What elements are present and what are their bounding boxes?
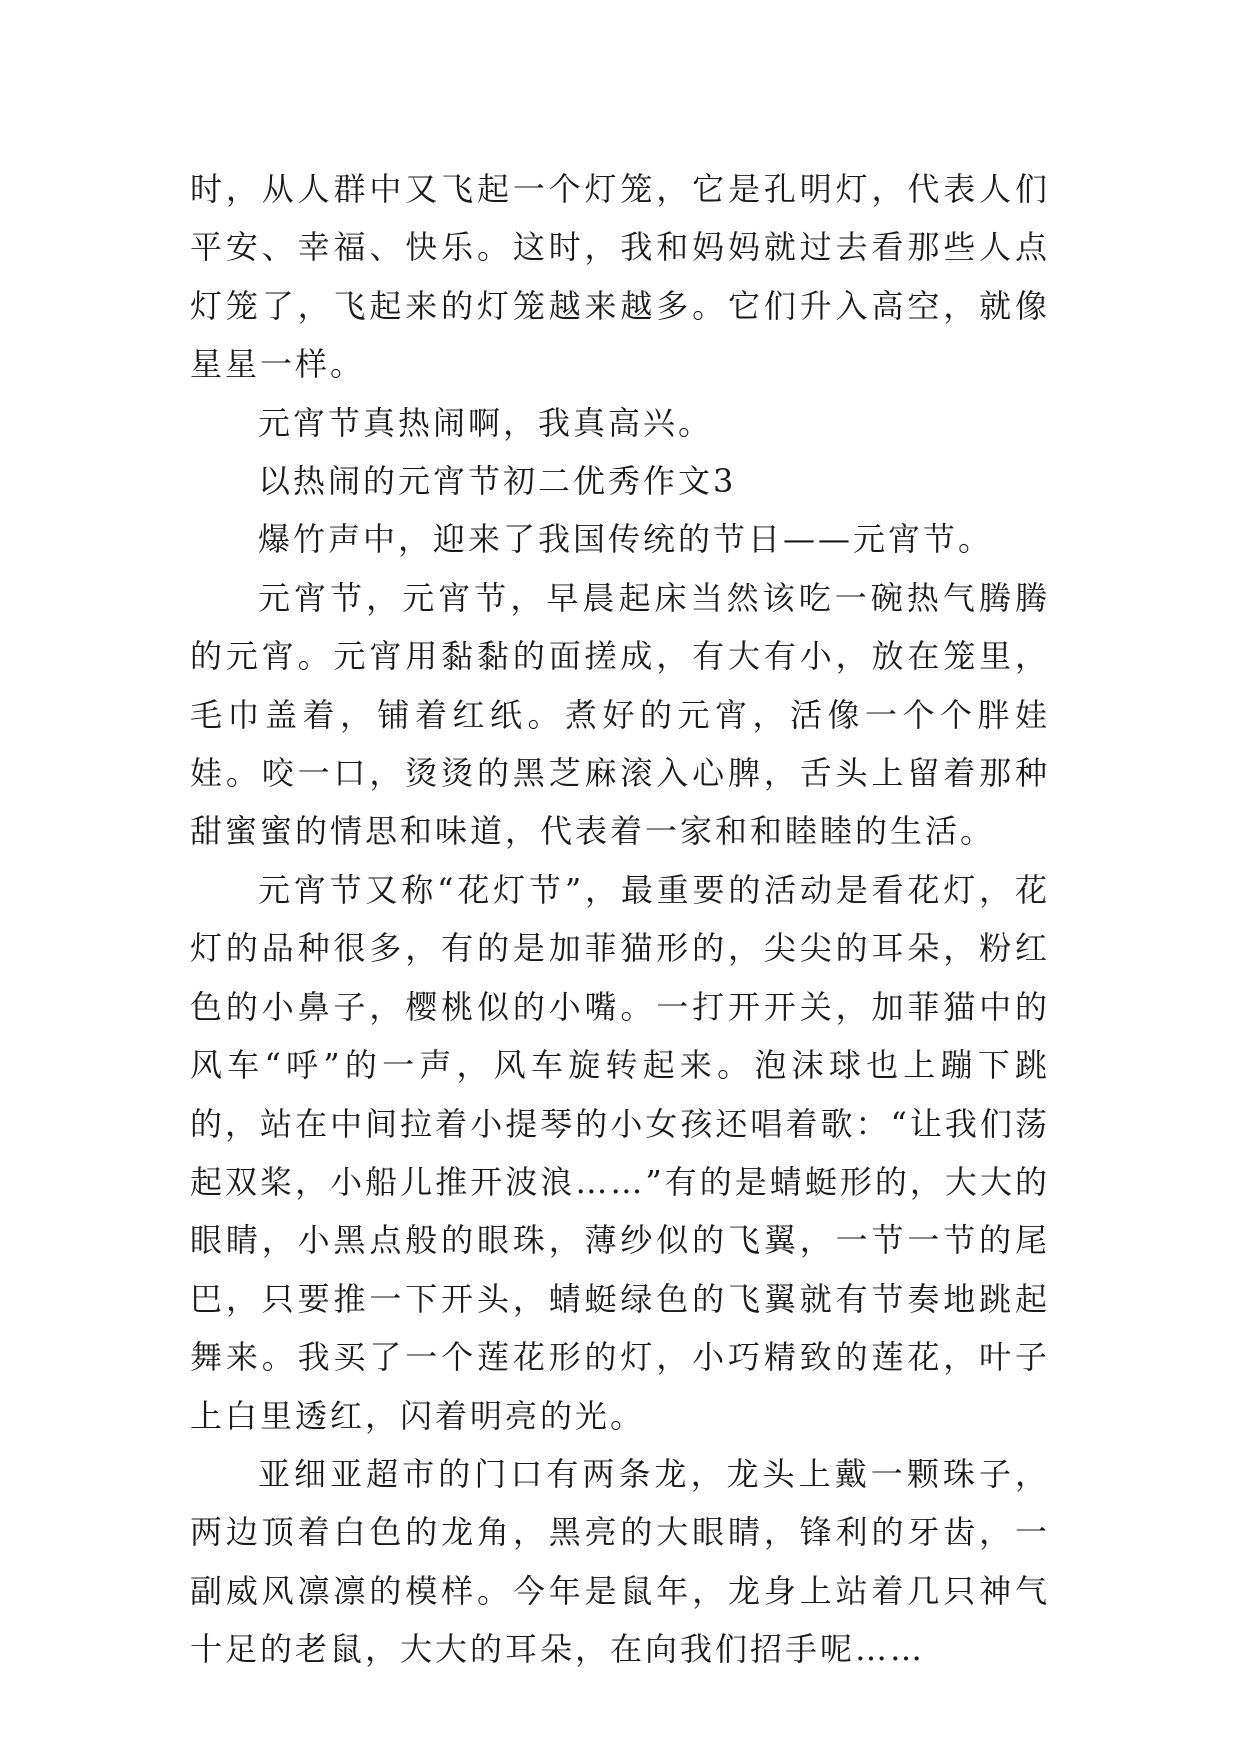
paragraph-dragons: 亚细亚超市的门口有两条龙，龙头上戴一颗珠子，两边顶着白色的龙角，黑亮的大眼睛，锋利的牙齿，一副威风凛凛的模样。今年是鼠年，龙身上站着几只神气十足的老鼠，大大的耳朵，在向我们招手呢…… xyxy=(190,1454,1050,1669)
paragraph-continued: 时，从人群中又飞起一个灯笼，它是孔明灯，代表人们平安、幸福、快乐。这时，我和妈妈就过去看那些人点灯笼了，飞起来的灯笼越来越多。它们升入高空，就像星星一样。 xyxy=(190,170,1050,384)
paragraph-happy: 元宵节真热闹啊，我真高兴。 xyxy=(258,403,714,442)
paragraph-firecrackers: 爆竹声中，迎来了我国传统的节日——元宵节。 xyxy=(258,520,994,559)
paragraph-yuanxiao-food: 元宵节，元宵节，早晨起床当然该吃一碗热气腾腾的元宵。元宵用黏黏的面搓成，有大有小，放在笼里，毛巾盖着，铺着红纸。煮好的元宵，活像一个个胖娃娃。咬一口，烫烫的黑芝麻滚入心脾，舌头上留着那种甜蜜蜜的情思和味道，代表着一家和和睦睦的生活。 xyxy=(190,578,1050,851)
essay-title: 以热闹的元宵节初二优秀作文3 xyxy=(258,462,737,501)
paragraph-lanterns: 元宵节又称“花灯节”，最重要的活动是看花灯，花灯的品种很多，有的是加菲猫形的，尖尖的耳朵，粉红色的小鼻子，樱桃似的小嘴。一打开开关，加菲猫中的风车“呼”的一声，风车旋转起来。泡沫球也上蹦下跳的，站在中间拉着小提琴的小女孩还唱着歌：“让我们荡起双桨，小船儿推开波浪……”有的是蜻蜓形的，大大的眼睛，小黑点般的眼珠，薄纱似的飞翼，一节一节的尾巴，只要推一下开头，蜻蜓绿色的飞翼就有节奏地跳起舞来。我买了一个莲花形的灯，小巧精致的莲花，叶子上白里透红，闪着明亮的光。 xyxy=(190,870,1050,1435)
essay-body xyxy=(190,160,1050,1679)
